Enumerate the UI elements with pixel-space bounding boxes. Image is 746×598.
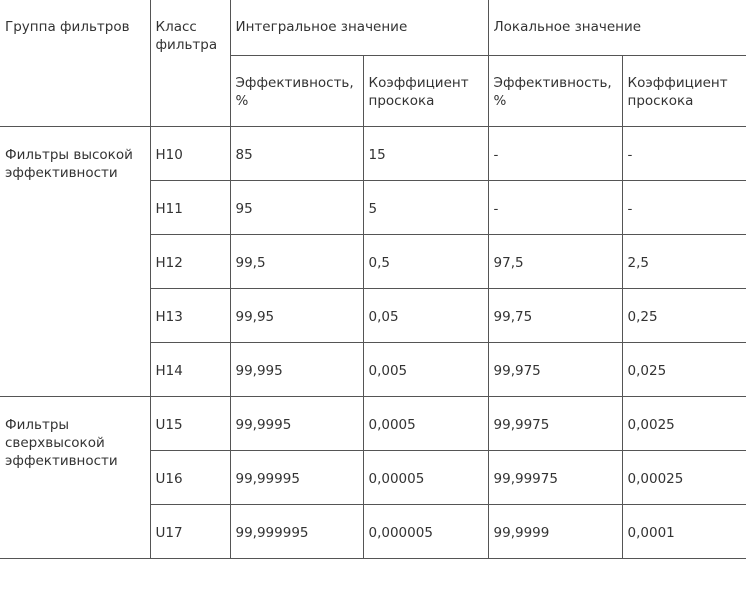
integral-coefficient-cell: 0,005: [363, 342, 488, 396]
header-row-1: [0, 0, 746, 55]
integral-coefficient-cell: 15: [363, 126, 488, 180]
local-efficiency-cell: -: [488, 126, 622, 180]
local-coefficient-cell: 0,025: [622, 342, 746, 396]
local-efficiency-cell: -: [488, 180, 622, 234]
integral-coefficient-cell: 0,00005: [363, 450, 488, 504]
group-cell-high: [0, 126, 150, 396]
local-efficiency-cell: 99,9975: [488, 396, 622, 450]
class-cell: U15: [150, 396, 230, 450]
integral-coefficient-cell: 0,000005: [363, 504, 488, 558]
local-coefficient-cell: -: [622, 126, 746, 180]
header-class-line2: фильтра: [155, 37, 218, 53]
header-group: [0, 0, 150, 126]
group-high-line2: эффективности: [5, 164, 118, 181]
table-row: [0, 396, 746, 450]
integral-efficiency-cell: 99,95: [230, 288, 363, 342]
local-coefficient-cell: 0,25: [622, 288, 746, 342]
local-coefficient-cell: 0,0025: [622, 396, 746, 450]
header-int-eff-line1: Эффективность,: [235, 74, 354, 91]
header-group-label: Группа фильтров: [5, 19, 130, 35]
header-loc-eff: [488, 55, 622, 126]
local-efficiency-cell: 99,75: [488, 288, 622, 342]
integral-efficiency-cell: 99,995: [230, 342, 363, 396]
local-efficiency-cell: 99,975: [488, 342, 622, 396]
class-cell: H14: [150, 342, 230, 396]
integral-efficiency-cell: 99,5: [230, 234, 363, 288]
integral-coefficient-cell: 5: [363, 180, 488, 234]
group-ultra-line1: Фильтры: [5, 416, 70, 433]
header-int-eff-line2: %: [235, 92, 249, 109]
local-coefficient-cell: -: [622, 180, 746, 234]
local-efficiency-cell: 97,5: [488, 234, 622, 288]
class-cell: U17: [150, 504, 230, 558]
header-class: [150, 0, 230, 126]
local-coefficient-cell: 0,0001: [622, 504, 746, 558]
local-coefficient-cell: 0,00025: [622, 450, 746, 504]
header-local-label: Локальное значение: [493, 19, 642, 35]
group-ultra-line3: эффективности: [5, 452, 118, 469]
integral-efficiency-cell: 99,99995: [230, 450, 363, 504]
integral-coefficient-cell: 0,5: [363, 234, 488, 288]
group-ultra-line2: сверхвысокой: [5, 434, 105, 451]
local-efficiency-cell: 99,99975: [488, 450, 622, 504]
header-int-coef: [363, 55, 488, 126]
header-loc-coef: [622, 55, 746, 126]
local-coefficient-cell: 2,5: [622, 234, 746, 288]
header-int-coef-line1: Коэффициент: [368, 74, 469, 91]
integral-efficiency-cell: 95: [230, 180, 363, 234]
local-efficiency-cell: 99,9999: [488, 504, 622, 558]
integral-efficiency-cell: 99,999995: [230, 504, 363, 558]
header-loc-eff-line2: %: [493, 92, 507, 109]
header-class-line1: Класс: [155, 19, 197, 35]
group-high-line1: Фильтры высокой: [5, 146, 133, 163]
group-cell-ultra: [0, 396, 150, 558]
header-local: [488, 0, 746, 55]
header-int-eff: [230, 55, 363, 126]
integral-efficiency-cell: 99,9995: [230, 396, 363, 450]
integral-coefficient-cell: 0,05: [363, 288, 488, 342]
header-integral: [230, 0, 488, 55]
integral-efficiency-cell: 85: [230, 126, 363, 180]
table-row: [0, 126, 746, 180]
header-loc-eff-line1: Эффективность,: [493, 74, 612, 91]
header-integral-label: Интегральное значение: [235, 19, 408, 35]
class-cell: H13: [150, 288, 230, 342]
header-int-coef-line2: проскока: [368, 92, 435, 109]
integral-coefficient-cell: 0,0005: [363, 396, 488, 450]
class-cell: U16: [150, 450, 230, 504]
class-cell: H11: [150, 180, 230, 234]
header-loc-coef-line1: Коэффициент: [627, 74, 728, 91]
class-cell: H12: [150, 234, 230, 288]
class-cell: H10: [150, 126, 230, 180]
header-loc-coef-line2: проскока: [627, 92, 694, 109]
